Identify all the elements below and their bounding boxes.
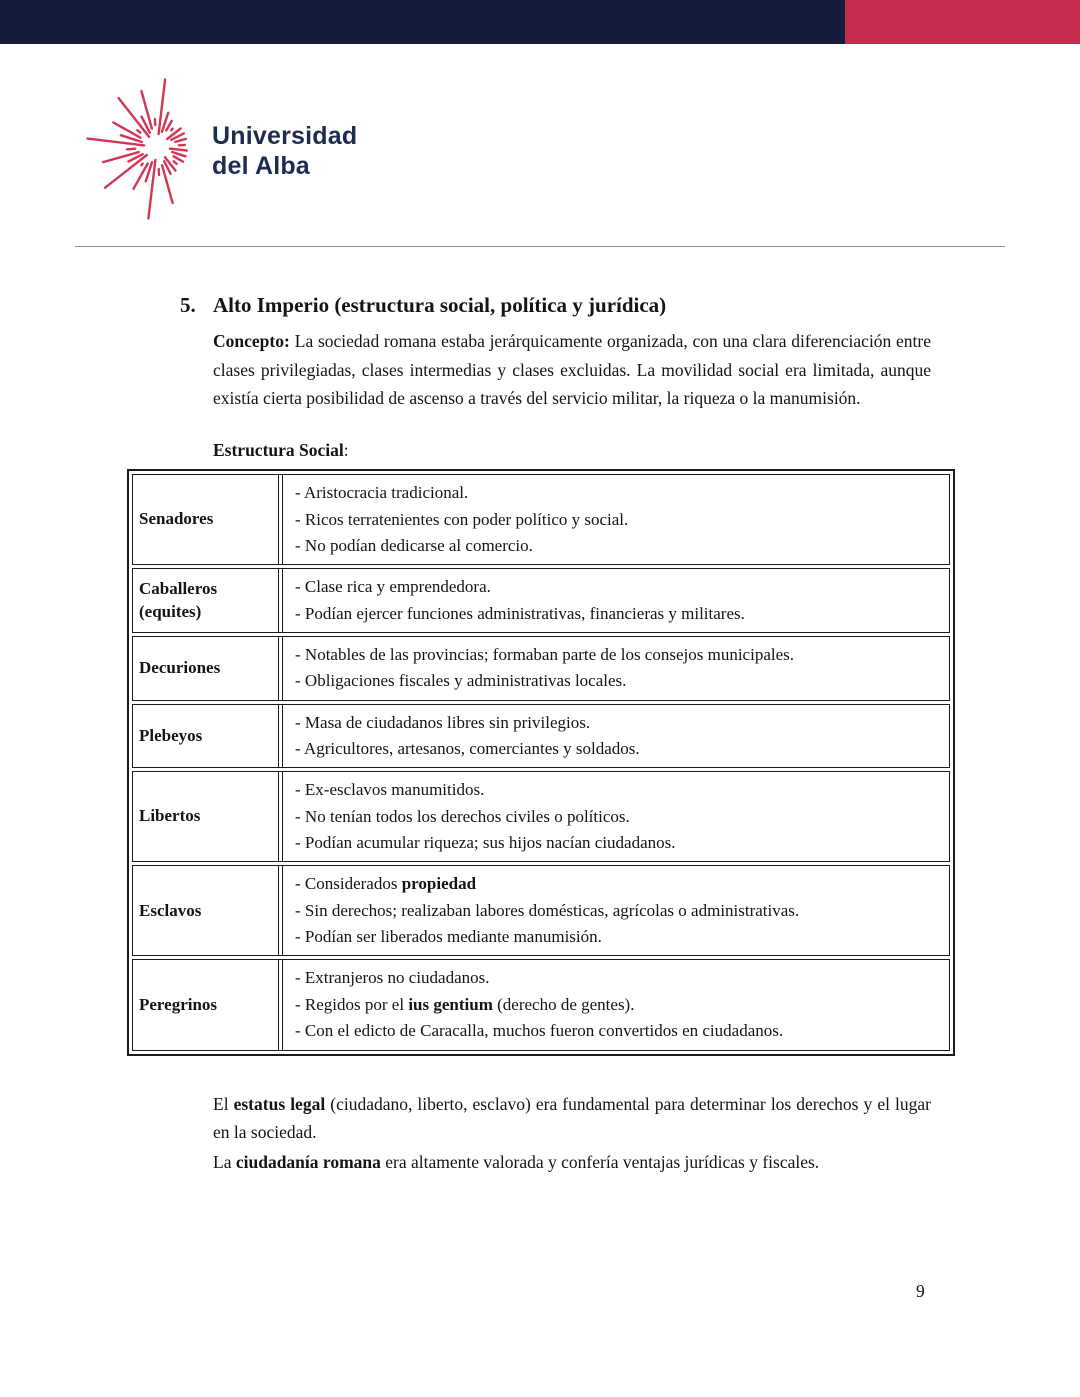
row-line: - Agricultores, artesanos, comerciantes y soldados. xyxy=(295,739,640,759)
table-row xyxy=(132,636,950,701)
row-line: - Con el edicto de Caracalla, muchos fueron convertidos en ciudadanos. xyxy=(295,1021,784,1041)
concept-paragraph xyxy=(213,327,931,412)
row-label: Peregrinos xyxy=(133,960,279,1049)
header-divider xyxy=(75,246,1005,247)
row-content xyxy=(282,569,949,632)
row-content xyxy=(282,772,949,861)
concept-text: La sociedad romana estaba jerárquicamente organizada, con una clara diferenciación entre clases privilegiadas, clases intermedias y clases excluidas. La movilidad social era limitada, aunque existía cierta posibilidad de ascenso a través del servicio militar, la riqueza o la manumisión. xyxy=(213,331,931,408)
table-row xyxy=(132,704,950,769)
row-content xyxy=(282,705,949,768)
row-content xyxy=(282,475,949,564)
table-row xyxy=(132,959,950,1050)
row-line: - Regidos por el ius gentium (derecho de gentes). xyxy=(295,994,635,1014)
estructura-social-table xyxy=(127,469,955,1055)
table-row xyxy=(132,771,950,862)
table-row xyxy=(132,568,950,633)
concept-label: Concepto: xyxy=(213,331,290,352)
table-row xyxy=(132,474,950,565)
page-content xyxy=(139,292,932,1179)
row-label: Plebeyos xyxy=(133,705,279,768)
row-label: Caballeros (equites) xyxy=(133,569,279,632)
row-line: - Obligaciones fiscales y administrativas locales. xyxy=(295,671,627,691)
row-label: Senadores xyxy=(133,475,279,564)
row-label: Esclavos xyxy=(133,866,279,955)
row-line: - Podían ser liberados mediante manumisión. xyxy=(295,927,602,947)
row-content xyxy=(282,637,949,700)
row-line: - Considerados propiedad xyxy=(295,874,477,894)
logo-line1: Universidad xyxy=(212,122,358,150)
row-line: - Sin derechos; realizaban labores domésticas, agrícolas o administrativas. xyxy=(295,900,800,920)
row-line: - Podían acumular riqueza; sus hijos nacían ciudadanos. xyxy=(295,833,676,853)
table-heading xyxy=(213,440,932,461)
row-line: - Extranjeros no ciudadanos. xyxy=(295,968,490,988)
row-line: - No tenían todos los derechos civiles o políticos. xyxy=(295,806,630,826)
table-heading-suffix: : xyxy=(343,440,349,461)
row-line: - Ex-esclavos manumitidos. xyxy=(295,780,485,800)
top-bar-accent xyxy=(845,0,1080,44)
university-logo xyxy=(62,52,382,242)
logo-text xyxy=(212,122,357,181)
section-title: Alto Imperio (estructura social, política y jurídica) xyxy=(213,293,667,317)
row-line: - Ricos terratenientes con poder político y social. xyxy=(295,509,629,529)
row-label: Decuriones xyxy=(133,637,279,700)
row-line: - Podían ejercer funciones administrativas, financieras y militares. xyxy=(295,603,745,623)
row-line: - No podían dedicarse al comercio. xyxy=(295,536,533,556)
table-row xyxy=(132,865,950,956)
section-heading xyxy=(180,292,932,319)
logo-line2: del Alba xyxy=(212,151,310,180)
row-content xyxy=(282,960,949,1049)
row-line: - Aristocracia tradicional. xyxy=(295,483,469,503)
closing-paragraphs xyxy=(180,1090,932,1177)
row-line: - Masa de ciudadanos libres sin privilegios. xyxy=(295,712,591,732)
top-bar xyxy=(0,0,1080,44)
table-heading-bold: Estructura Social xyxy=(213,440,344,461)
row-content xyxy=(282,866,949,955)
row-label: Libertos xyxy=(133,772,279,861)
page-number: 9 xyxy=(916,1281,925,1301)
paragraph: La ciudadanía romana era altamente valorada y confería ventajas jurídicas y fiscales. xyxy=(213,1152,820,1173)
row-line: - Clase rica y emprendedora. xyxy=(295,577,491,597)
row-line: - Notables de las provincias; formaban parte de los consejos municipales. xyxy=(295,645,794,665)
paragraph: El estatus legal (ciudadano, liberto, esclavo) era fundamental para determinar los derechos y el lugar en la sociedad. xyxy=(213,1093,931,1142)
section-number: 5. xyxy=(180,293,196,317)
